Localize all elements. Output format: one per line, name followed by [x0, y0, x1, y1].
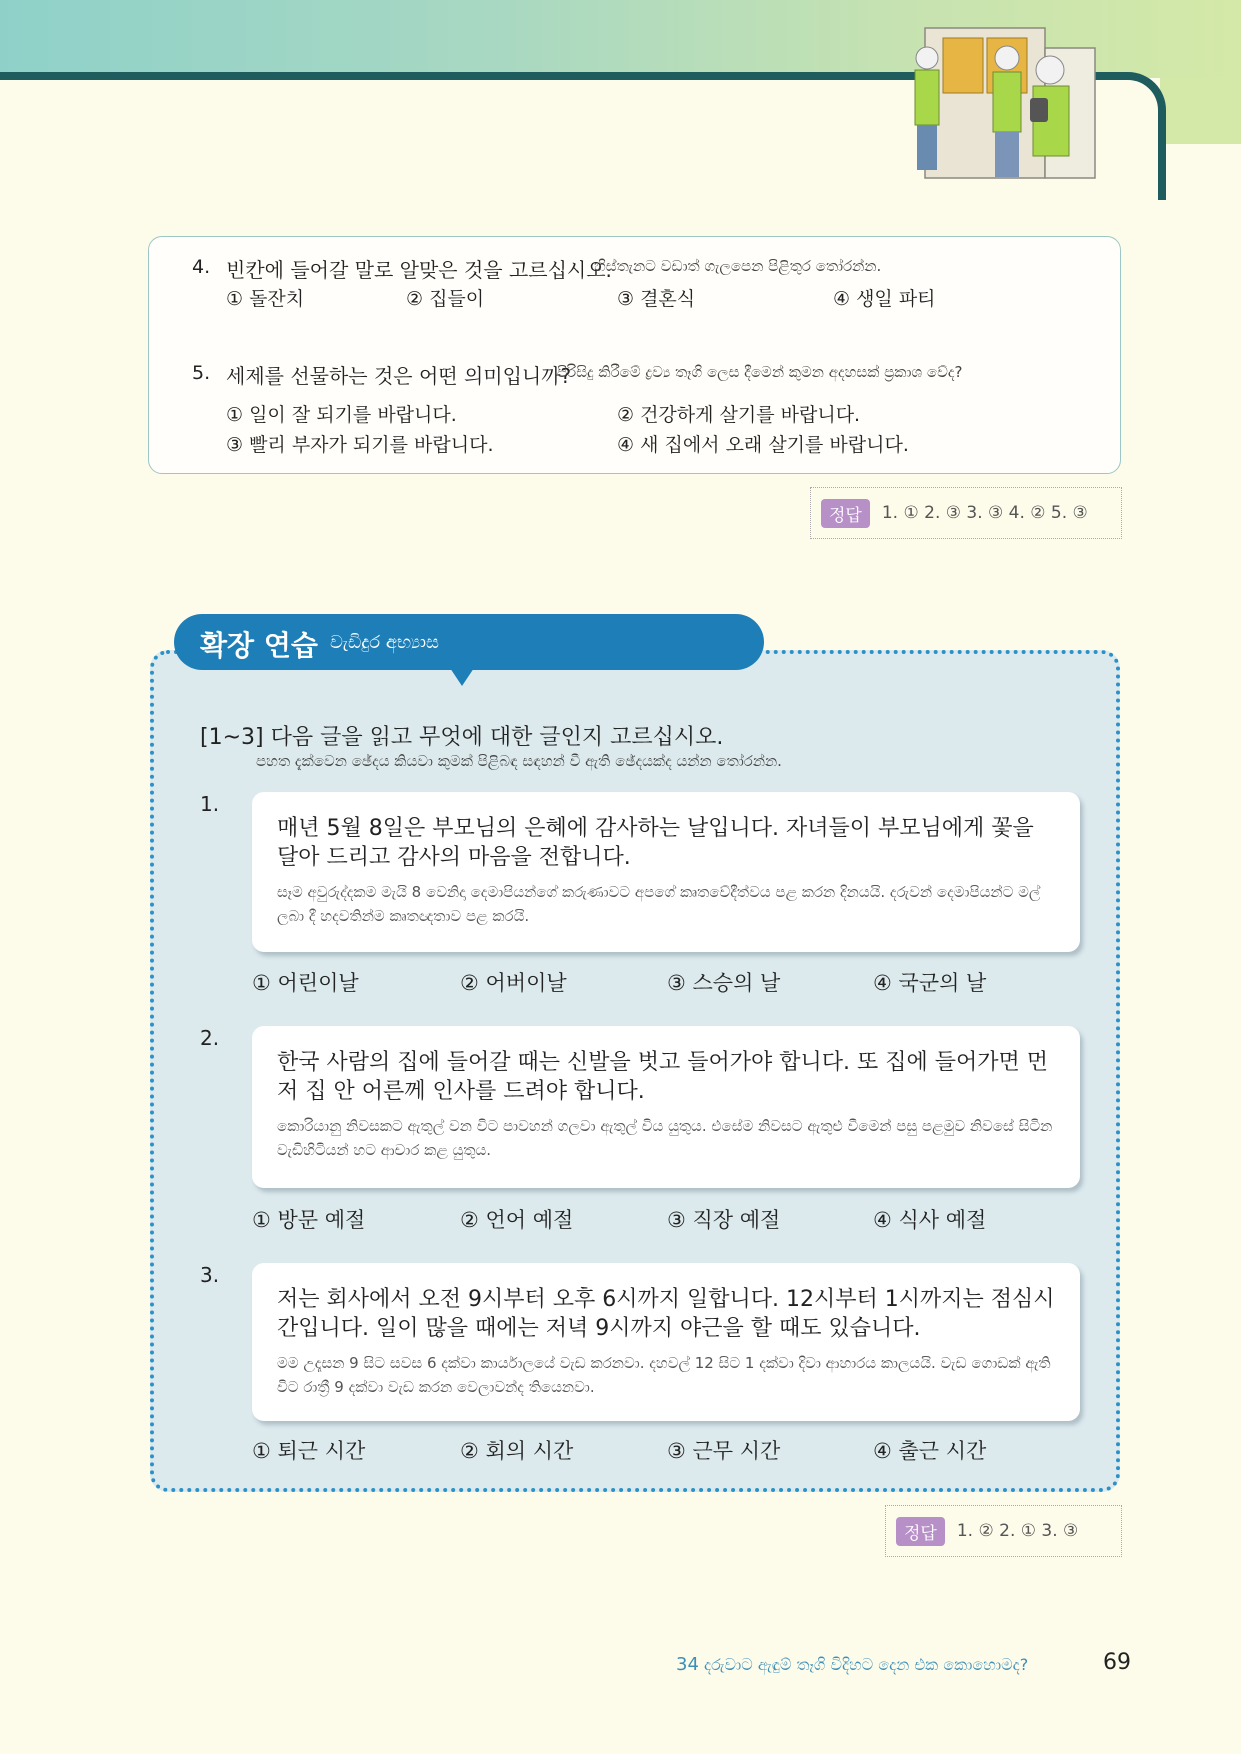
question-5-option-3[interactable]: ③ 빨리 부자가 되기를 바랍니다.	[226, 434, 494, 456]
item-2-number: 2.	[200, 1026, 220, 1050]
question-4-translation: හිස්තැනට වඩාත් ගැලපෙන පිළිතුර තෝරන්න.	[594, 257, 882, 275]
question-4-option-1[interactable]: ① 돌잔치	[226, 288, 305, 310]
question-4-option-4[interactable]: ④ 생일 파티	[833, 288, 936, 310]
answer-box-1	[810, 487, 1122, 539]
answer-text: 1. ② 2. ① 3. ③	[956, 1521, 1079, 1541]
footer-chapter-title: දරුවාට ඇඳුම් තෑගි විදිහට දෙන එක කොහොමද?	[704, 1655, 1029, 1674]
item-3-number: 3.	[200, 1263, 220, 1287]
question-5-option-1[interactable]: ① 일이 잘 되기를 바랍니다.	[226, 404, 457, 426]
question-5-text: 세제를 선물하는 것은 어떤 의미입니까?	[226, 364, 572, 388]
item-1-option-2[interactable]: ② 어버이날	[460, 971, 567, 995]
item-2-option-1[interactable]: ① 방문 예절	[252, 1208, 366, 1232]
instruction-translation: පහත දැක්වෙන ඡේදය කියවා කුමක් පිළිබඳ සඳහන් වී ඇති ඡේදයක්ද යන්න තෝරන්න.	[256, 752, 782, 770]
extension-title: 확장 연습	[200, 629, 318, 662]
item-2-passage-card	[252, 1026, 1080, 1188]
item-3-passage-card	[252, 1263, 1080, 1421]
item-1-passage: 매년 5월 8일은 부모님의 은혜에 감사하는 날입니다. 자녀들이 부모님에게 꽃을 달아 드리고 감사의 마음을 전합니다.	[277, 816, 1034, 870]
item-3-passage: 저는 회사에서 오전 9시부터 오후 6시까지 일합니다. 12시부터 1시까지는 점심시간입니다. 일이 많을 때에는 저녁 9시까지 야근을 할 때도 있습니다.	[277, 1287, 1055, 1341]
item-3-option-4[interactable]: ④ 출근 시간	[873, 1439, 987, 1463]
question-5-translation: පිරිසිදු කිරීමේ ද්‍රව්‍ය තෑගි ලෙස දීමෙන් කුමන අදහසක් ප්‍රකාශ වේද?	[557, 363, 963, 381]
question-5-option-4[interactable]: ④ 새 집에서 오래 살기를 바랍니다.	[617, 434, 909, 456]
item-3-passage-translation: මම උදෑසන 9 සිට සවස 6 දක්වා කාර්යාලයේ වැඩ කරනවා. දහවල් 12 සිට 1 දක්වා දිවා ආහාරය කාලයයි. වැඩ ගොඩක් ඇති විට රාත්‍රී 9 දක්වා වැඩ කරන වෙලාවන්ද තියෙනවා.	[277, 1354, 1051, 1396]
item-2-passage: 한국 사람의 집에 들어갈 때는 신발을 벗고 들어가야 합니다. 또 집에 들어가면 먼저 집 안 어른께 인사를 드려야 합니다.	[277, 1050, 1048, 1104]
extension-title-translation: වැඩිදුර අභ්‍යාස	[330, 632, 439, 653]
question-4-option-2[interactable]: ② 집들이	[406, 288, 485, 310]
item-3-option-2[interactable]: ② 회의 시간	[460, 1439, 574, 1463]
answer-text: 1. ① 2. ③ 3. ③ 4. ② 5. ③	[881, 503, 1088, 523]
workers-illustration	[885, 18, 1100, 183]
item-1-passage-card	[252, 792, 1080, 952]
item-1-option-3[interactable]: ③ 스승의 날	[667, 971, 781, 995]
item-3-option-1[interactable]: ① 퇴근 시간	[252, 1439, 366, 1463]
question-4-number: 4.	[192, 256, 211, 278]
footer-chapter-number: 34	[676, 1654, 699, 1675]
item-2-option-2[interactable]: ② 언어 예절	[460, 1208, 574, 1232]
header-band-extension	[1160, 78, 1241, 144]
item-2-passage-translation: කොරියානු නිවසකට ඇතුල් වන විට පාවහන් ගලවා ඇතුල් විය යුතුය. එසේම නිවසට ඇතුළු වීමෙන් පසු පළමුව නිවසේ සිටින වැඩිහිටියන් හට ආචාර කළ යුතුය.	[277, 1117, 1053, 1159]
item-2-option-3[interactable]: ③ 직장 예절	[667, 1208, 781, 1232]
answer-box-2	[885, 1505, 1122, 1557]
question-5-number: 5.	[192, 362, 211, 384]
question-5-option-2[interactable]: ② 건강하게 살기를 바랍니다.	[617, 404, 861, 426]
question-4-option-3[interactable]: ③ 결혼식	[617, 288, 696, 310]
item-1-option-1[interactable]: ① 어린이날	[252, 971, 359, 995]
question-4-text: 빈칸에 들어갈 말로 알맞은 것을 고르십시오.	[226, 258, 612, 282]
answer-badge: 정답	[896, 1517, 945, 1546]
item-1-option-4[interactable]: ④ 국군의 날	[873, 971, 987, 995]
footer-chapter	[676, 1654, 1028, 1675]
instruction-text: [1~3] 다음 글을 읽고 무엇에 대한 글인지 고르십시오.	[200, 725, 724, 750]
item-1-number: 1.	[200, 792, 220, 816]
page-number: 69	[1103, 1650, 1131, 1675]
item-1-passage-translation: සෑම අවුරුද්දකම මැයි 8 වෙනිදා දෙමාපියන්ගේ කරුණාවට අපගේ කෘතවේදීත්වය පළ කරන දිනයයි. දරුවන් දෙමාපියන්ට මල් ලබා දී හදවතින්ම කෘතඥතාව පළ කරයි.	[277, 883, 1041, 925]
answer-badge: 정답	[821, 499, 870, 528]
tab-pointer	[450, 668, 474, 686]
item-3-option-3[interactable]: ③ 근무 시간	[667, 1439, 781, 1463]
item-2-option-4[interactable]: ④ 식사 예절	[873, 1208, 987, 1232]
